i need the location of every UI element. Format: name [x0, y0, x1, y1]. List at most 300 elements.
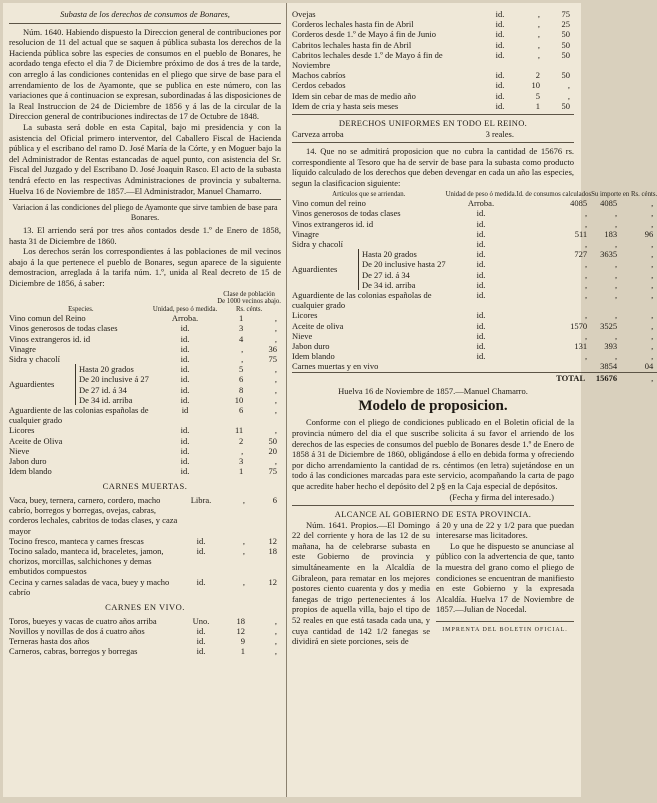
table-row — [292, 91, 574, 101]
unit: id. — [476, 238, 486, 249]
unit: Libra. — [190, 495, 212, 505]
value-reales: 3 — [238, 323, 244, 334]
value-reales: , — [241, 445, 244, 456]
paragraph-13: 13. El arriendo será por tres años contados desde 1.º de Enero de 1858, hasta 31 de Diciembre de 1860. — [9, 225, 281, 246]
table-row — [9, 646, 281, 656]
unit: id. — [476, 310, 486, 321]
unit: id. — [180, 353, 190, 364]
article-name: Vinos generosos de todas clases — [292, 208, 401, 219]
importe-reales: , — [615, 330, 618, 341]
value-cents: , — [274, 404, 277, 415]
value-reales: 1 — [238, 466, 244, 477]
table-row — [292, 208, 657, 218]
importe-cents: , — [651, 198, 654, 209]
table-row — [292, 29, 574, 39]
value-reales: 6 — [238, 374, 244, 385]
species-name: Vinos generosos de todas clases — [9, 323, 118, 334]
table-row — [9, 354, 281, 364]
value-cents: 18 — [268, 546, 277, 557]
value-reales: , — [242, 546, 245, 557]
species-name: Cecina y carnes saladas de vaca, buey y macho cabrío — [9, 576, 170, 597]
modelo-heading: Modelo de proposicion. — [358, 398, 508, 415]
total-label: TOTAL — [292, 372, 591, 383]
importe-reales: , — [615, 208, 618, 219]
value-reales: 1 — [535, 100, 540, 111]
importe-cents: , — [651, 289, 654, 300]
value-cents: , — [274, 625, 277, 636]
imprenta-footer: IMPRENTA DEL BOLETIN OFICIAL. — [442, 627, 568, 634]
alcance-heading: ALCANCE AL GOBIERNO DE ESTA PROVINCIA. — [334, 509, 532, 520]
table-row — [292, 351, 657, 361]
col-clase: Clase de población — [223, 290, 275, 298]
table-row — [292, 331, 657, 341]
value-cents: , — [274, 636, 277, 647]
value-cents: , — [274, 646, 277, 657]
unit: id. — [180, 343, 190, 354]
carnes-muertas-table — [9, 495, 281, 597]
importe-cents: 96 — [644, 228, 654, 239]
value-cents: , — [274, 394, 277, 405]
table-row — [9, 466, 281, 476]
unit — [446, 361, 517, 372]
unit: id. — [495, 100, 505, 111]
unit: id. — [495, 90, 505, 101]
unit: id. — [196, 636, 206, 647]
left-column — [9, 9, 281, 656]
value-reales: , — [537, 49, 540, 60]
consumo: , — [585, 218, 588, 229]
article-name: Aguardiente de las colonias españolas de cualquier grado — [292, 289, 432, 311]
value-reales: 5 — [535, 90, 540, 101]
aguardiente-grade: De 20 inclusive hasta 27 — [358, 259, 446, 269]
alcance-body — [292, 520, 574, 647]
table-row — [9, 446, 281, 456]
alcance-p3: Lo que he dispuesto se anunciase al público con la advertencia de que, tanto la muestra del grano como el pliego de condiciones se encuentran de manifiesto en este Gobierno y la expresada Alcaldía. Huelva 17 de Noviembre de 1857.—Julian de Nocedal. — [436, 540, 574, 615]
aguardiente-grade: De 34 id. arriba — [75, 395, 132, 405]
value-cents: 12 — [268, 535, 277, 546]
article-name: Nieve — [292, 330, 313, 341]
unit: id. — [180, 445, 190, 456]
value-cents: , — [567, 80, 570, 91]
article-name: Aceite de oliva — [292, 320, 344, 331]
unit: id. — [476, 208, 486, 219]
species-name: Terneras hasta dos años — [9, 636, 90, 647]
article-name: Vinos extrangeros id. id — [292, 218, 374, 229]
table-row — [9, 546, 281, 577]
unit: id. — [476, 340, 486, 351]
importe-cents: , — [651, 218, 654, 229]
divider — [9, 23, 281, 24]
unit: id. — [180, 333, 190, 344]
table-row — [9, 323, 281, 333]
unit: id. — [495, 49, 505, 60]
col-especies: Especies. — [68, 305, 94, 313]
unit: id. — [180, 374, 190, 385]
article-name: Sidra y chacolí — [292, 238, 343, 249]
value-cents: 75 — [268, 353, 277, 364]
value-cents: , — [567, 90, 570, 101]
species-name: Cabritos lechales hasta fin de Abril — [292, 39, 412, 50]
consumo: 4085 — [570, 198, 588, 209]
table-row — [292, 70, 574, 80]
unit: id. — [196, 535, 206, 546]
unit: id. — [196, 646, 206, 657]
unit: id. — [196, 625, 206, 636]
divider — [292, 142, 574, 143]
importe-reales: 3525 — [600, 320, 618, 331]
article-name: Licores — [292, 310, 318, 321]
column-divider — [286, 3, 287, 797]
total-cents: , — [621, 372, 657, 383]
consumo: , — [585, 269, 588, 280]
table-row — [292, 198, 657, 208]
value-cents: 36 — [268, 343, 277, 354]
species-name: Tocino fresco, manteca y carnes frescas — [9, 535, 144, 546]
value-cents: 50 — [561, 70, 570, 81]
value-reales: 11 — [235, 425, 244, 436]
table-row — [292, 249, 657, 259]
species-name: Nieve — [9, 445, 30, 456]
carnes-vivo-cont-table — [292, 9, 574, 111]
importe-cents: , — [651, 208, 654, 219]
value-cents: , — [274, 374, 277, 385]
table-row — [292, 80, 574, 90]
table-row — [9, 395, 281, 405]
unit: id. — [495, 9, 505, 19]
carnes-vivo-table — [9, 616, 281, 657]
species-name: Vino comun del Reino — [9, 313, 86, 324]
table-row — [9, 334, 281, 344]
unit: id. — [476, 320, 486, 331]
modelo-text: Conforme con el pliego de condiciones publicado en el Boletin oficial de la provincia número del dia el que suscribe solicita á su favor el arriendo de los derechos de las especies de consumos del pueblo de Bonares desde 1.º de Enero de 1858 á 31 de Diciembre de 1860, obligándose á ello en debida forma y ofreciendo por dicho arrendamiento la cantidad de rs. céntimos (en letra) sujetándose en un todo á las condiciones marcadas para este servicio, acompañando la carta de pago que acredite haber hecho el depósito del 2 p§ en la Caja especial de depósitos. — [292, 417, 574, 491]
table-row — [292, 290, 657, 310]
consumo: 727 — [574, 249, 588, 260]
value-reales: 12 — [236, 625, 245, 636]
unit: id. — [476, 259, 486, 270]
species-name: Idem sin cebar de mas de medio año — [292, 90, 416, 101]
article-name: Carnes muertas y en vivo — [292, 361, 379, 372]
value-cents: 75 — [561, 9, 570, 19]
value-reales: 1 — [240, 646, 245, 657]
species-name: Corderos lechales hasta fin de Abril — [292, 19, 414, 30]
divider — [292, 505, 574, 506]
paragraph-14: 14. Que no se admitirá proposicion que no cubra la cantidad de 15676 rs. correspondiente al Tesoro que ha de servir de base para la subasta como producto líquido calculado de los derechos que deben devengar en cada un año las especies, segun la clasificacion siguiente: — [292, 146, 574, 188]
clasificacion-table — [292, 191, 657, 383]
importe-reales: 393 — [604, 340, 618, 351]
value-cents: , — [274, 425, 277, 436]
species-name: Aceite de Oliva — [9, 435, 63, 446]
value-reales: , — [537, 19, 540, 30]
table-row — [9, 344, 281, 354]
col-clase2: De 1000 vecinos abajo. — [217, 298, 281, 306]
unit: id. — [476, 351, 486, 362]
table-row — [292, 270, 657, 280]
species-name: Vinagre — [9, 343, 36, 354]
table-row — [9, 536, 281, 546]
importe-cents: , — [651, 238, 654, 249]
aguardientes-label: Aguardientes — [292, 264, 338, 275]
species-name: Novillos y novillas de dos á cuatro años — [9, 625, 145, 636]
species-name: Cabritos lechales desde 1.º de Mayo á fin de Noviembre — [292, 49, 443, 71]
species-name: Vaca, buey, ternera, carnero, cordero, macho cabrío, borregos y borregas, ovejas, cabras, corderos lechales, cabritos de todas clases, y caza mayor — [9, 495, 178, 536]
unit: id. — [180, 394, 190, 405]
unit: id. — [180, 364, 190, 375]
species-name: Vinos extrangeros id. id — [9, 333, 91, 344]
carveza-value: 3 reales. — [485, 128, 514, 139]
paragraph-subasta: La subasta será doble en esta Capital, bajo mi presidencia y con la asistencia del Oficial primero interventor, del Caballero Fiscal de Hacienda pública y el escribano del ramo D. José María de la Córte, y en Moguer bajo la del Administrador de Rentas estancadas de aquel punto, con asistencia del Sr. Fiscal del Juzgado y del Escribano D. José Joaquin Rasco. El acto de la subasta tendrá efecto en las respectivas Administraciones de provincia y subalterna. Huelva 16 de Noviembre de 1857.—El Administrador, Manuel Chamarro. — [9, 121, 281, 196]
consumo: , — [585, 289, 588, 300]
aguardiente-grade: De 27 id. á 34 — [358, 270, 410, 280]
signature-chamarro: Huelva 16 de Noviembre de 1857.—Manuel Chamarro. — [338, 385, 528, 396]
newspaper-page — [3, 3, 657, 797]
value-cents: , — [274, 384, 277, 395]
species-name: Idem de cria y hasta seis meses — [292, 100, 399, 111]
unit: Uno. — [192, 615, 210, 626]
importe-reales: , — [615, 238, 618, 249]
importe-reales: , — [615, 259, 618, 270]
unit: id. — [476, 228, 486, 239]
subasta-title: Subasta de los derechos de consumos de Bonares, — [60, 9, 230, 19]
table-row — [292, 9, 574, 19]
alcance-p1: Núm. 1641. Propios.—El Domingo 22 del corriente y hora de las 12 de su mañana, ha de celebrarse subasta en este Gobierno de provincia y simultáneamente en la Alcaldía de Gibraleon, para rematar en los mejores postores ciento cuarenta y dos y media fanegas de trigo pertenecientes á los propios de aquella villa, bajo el tipo de 52 reales en que está tasada cada una, y cuya cantidad de 142 1/2 fanegas se dividirá en siete porciones, seis de — [292, 519, 430, 647]
table-row — [292, 321, 657, 331]
species-name: Jabon duro — [9, 456, 47, 466]
unit: id. — [476, 269, 486, 280]
divider — [292, 114, 574, 115]
value-reales: , — [242, 535, 245, 546]
carnes-vivo-heading: CARNES EN VIVO. — [105, 602, 185, 613]
importe-reales: , — [615, 289, 618, 300]
importe-cents: , — [651, 330, 654, 341]
table-row — [292, 280, 657, 290]
unit: id. — [476, 289, 486, 300]
unit: id. — [495, 39, 505, 50]
consumo: , — [585, 351, 588, 362]
value-cents: 50 — [561, 49, 570, 60]
unit: id. — [476, 249, 486, 260]
value-reales: 6 — [238, 404, 244, 415]
unit: id. — [476, 330, 486, 341]
value-cents: 25 — [561, 19, 570, 30]
consumo: , — [585, 259, 588, 270]
table-row — [9, 495, 281, 536]
unit: id. — [495, 80, 505, 91]
consumo: , — [585, 279, 588, 290]
unit: id. — [476, 279, 486, 290]
importe-reales: , — [615, 279, 618, 290]
unit: id. — [180, 425, 190, 436]
value-cents: , — [274, 456, 277, 466]
unit: id. — [180, 384, 190, 395]
table-row — [9, 626, 281, 636]
species-name: Machos cabríos — [292, 70, 346, 81]
table-row — [292, 101, 574, 111]
value-reales: 9 — [240, 636, 245, 647]
value-reales: 4 — [238, 333, 244, 344]
consumo: 1570 — [570, 320, 588, 331]
species-name: Idem blando — [9, 466, 52, 477]
value-reales: 5 — [238, 364, 244, 375]
table-row — [292, 259, 657, 269]
aguardientes-label: Aguardientes — [9, 379, 55, 390]
variacion-heading: Variacion á las condiciones del pliego de Ayamonte que sirve tambien de base para Bonares. — [12, 203, 278, 222]
importe-cents: , — [651, 269, 654, 280]
value-reales: 2 — [238, 435, 244, 446]
consumo: 131 — [574, 340, 588, 351]
consumo: , — [585, 208, 588, 219]
unit: id. — [180, 456, 190, 466]
species-name: Ovejas — [292, 9, 316, 19]
table-row — [292, 219, 657, 229]
aguardiente-grade: De 34 id. arriba — [358, 280, 415, 290]
article-name: Vinagre — [292, 228, 319, 239]
table-row — [292, 341, 657, 351]
unit: id. — [180, 323, 190, 334]
aguardiente-grade: De 27 id. á 34 — [75, 385, 127, 395]
species-name: Corderos desde 1.º de Mayo á fin de Junio — [292, 29, 437, 40]
consumo: , — [585, 238, 588, 249]
value-reales: 18 — [236, 615, 245, 626]
unit: id. — [196, 576, 206, 587]
consumo — [516, 361, 591, 372]
table-row — [292, 310, 657, 320]
divider — [9, 199, 281, 200]
value-reales: , — [537, 39, 540, 50]
importe-reales: 3635 — [600, 249, 618, 260]
value-reales: , — [537, 9, 540, 19]
aguardiente-grade: Hasta 20 grados — [75, 364, 134, 374]
table-row — [9, 405, 281, 425]
unit: id. — [495, 70, 505, 81]
table-row — [9, 456, 281, 466]
species-name: Tocino salado, manteca id, braceletes, jamon, chorizos, morcillas, salchichones y demas embutidos compuestos — [9, 546, 164, 577]
consumo: 511 — [574, 228, 588, 239]
importe-cents: , — [651, 259, 654, 270]
table-row — [292, 229, 657, 239]
table-row — [9, 636, 281, 646]
value-cents: , — [274, 323, 277, 334]
unit: id. — [495, 29, 505, 40]
col-consumos: Id. de consumos calculados — [516, 190, 592, 198]
table-row — [9, 364, 281, 374]
value-cents: 50 — [561, 39, 570, 50]
col-unidad: Unidad, peso ó medida. — [152, 305, 218, 313]
table-row — [292, 361, 657, 372]
importe-cents: , — [651, 320, 654, 331]
derechos-heading: DERECHOS UNIFORMES EN TODO EL REINO. — [338, 118, 528, 129]
importe-cents: , — [651, 340, 654, 351]
aguardiente-grade: De 20 inclusive á 27 — [75, 374, 149, 384]
importe-cents: , — [651, 279, 654, 290]
table-row — [292, 19, 574, 29]
importe-cents: 04 — [644, 361, 654, 372]
value-cents: 50 — [561, 100, 570, 111]
col-rs: Rs. cénts. — [235, 305, 263, 313]
importe-reales: 183 — [604, 228, 618, 239]
value-cents: 20 — [268, 445, 277, 456]
value-reales: 10 — [234, 394, 244, 405]
species-name: Toros, bueyes y vacas de cuatro años arriba — [9, 615, 157, 626]
value-cents: , — [274, 333, 277, 344]
total-value: 15676 — [591, 372, 621, 383]
article-name: Idem blando — [292, 351, 335, 362]
tariff-table — [9, 291, 281, 477]
species-name: Cerdos cebados — [292, 80, 346, 91]
table-row — [9, 616, 281, 626]
importe-cents: , — [651, 249, 654, 260]
value-cents: , — [274, 313, 277, 324]
aguardiente-grade: Hasta 20 grados — [358, 249, 417, 259]
table-row — [9, 577, 281, 597]
species-name: Aguardiente de las colonias españolas de cualquier grado — [9, 404, 149, 426]
unit: id. — [476, 218, 486, 229]
table-row — [9, 436, 281, 446]
value-reales: , — [242, 576, 245, 587]
value-cents: 75 — [268, 466, 277, 477]
species-name: Carneros, cabras, borregos y borregas — [9, 646, 138, 657]
table-row — [292, 239, 657, 249]
value-reales: 10 — [531, 80, 540, 91]
paragraph-1640: Núm. 1640. Habiendo dispuesto la Direccion general de contribuciones por resolucion de 11 del actual que se saquen á pública subasta los derechos de la Hacienda pública sobre las especies de consumos en el pueblo de Bonares, he acordado tenga efecto el dia 7 de Diciembre próximo de dos á tres de la tarde, con arreglo á las condiciones contenidas en el pliego que sirve de base para el arrendamiento de los de Ayamonte, que se publica en este número, con las variaciones que á continuacion se expresan, subordinadas á las disposiciones de la Real Instruccion de 24 de Diciembre de 1856 y á las de la circular de la Direccion general de contribuciones indirectas de 17 de Octubre de 1848. — [9, 26, 281, 122]
value-cents: 12 — [268, 576, 277, 587]
importe-reales: , — [615, 218, 618, 229]
value-reales: 2 — [535, 70, 540, 81]
col-unidad2: Unidad de peso ó medida. — [445, 190, 517, 198]
article-name: Vino comun del reino — [292, 198, 366, 209]
value-cents: 6 — [272, 495, 277, 505]
right-column — [292, 9, 657, 647]
value-cents: , — [274, 364, 277, 375]
species-name: Sidra y chacolí — [9, 353, 60, 364]
importe-reales: , — [615, 310, 618, 321]
unit: id. — [180, 466, 190, 477]
value-cents: , — [274, 615, 277, 626]
value-cents: 50 — [268, 435, 277, 446]
value-reales: , — [242, 495, 245, 505]
unit: id. — [180, 435, 190, 446]
table-row — [292, 40, 574, 50]
paragraph-13b: Los derechos serán los correspondientes á las poblaciones de mil vecinos abajo á la que pertenece el pueblo de Bonares, segun aparece de la siguiente demostracion, arreglada á la tarifa núm. 1.º, unida al Real decreto de 15 de Diciembre de 1856, á saber: — [9, 246, 281, 289]
value-reales: , — [241, 353, 244, 364]
unit: id — [181, 404, 189, 415]
value-reales: 3 — [238, 456, 244, 466]
col-articulos: Artículos que se arriendan. — [332, 190, 406, 198]
unit: Arroba. — [467, 198, 495, 209]
importe-reales: , — [615, 269, 618, 280]
col-importe: Su importe en Rs. cénts. — [591, 190, 657, 198]
unit: Arroba. — [171, 313, 199, 324]
value-reales: 1 — [238, 313, 244, 324]
value-reales: 8 — [238, 384, 244, 395]
carnes-muertas-heading: CARNES MUERTAS. — [102, 481, 188, 492]
importe-reales: 3854 — [600, 361, 618, 372]
unit: id. — [196, 546, 206, 557]
value-reales: , — [537, 29, 540, 40]
consumo: , — [585, 310, 588, 321]
table-row — [9, 425, 281, 435]
divider — [436, 621, 574, 622]
value-cents: 50 — [561, 29, 570, 40]
importe-cents: , — [651, 310, 654, 321]
carveza-row — [292, 129, 574, 140]
importe-reales: , — [615, 351, 618, 362]
consumo: , — [585, 330, 588, 341]
importe-reales: 4085 — [600, 198, 618, 209]
value-reales: , — [241, 343, 244, 354]
table-row — [9, 313, 281, 323]
carveza-label: Carveza arroba — [292, 128, 344, 139]
article-name: Jabon duro — [292, 340, 330, 351]
